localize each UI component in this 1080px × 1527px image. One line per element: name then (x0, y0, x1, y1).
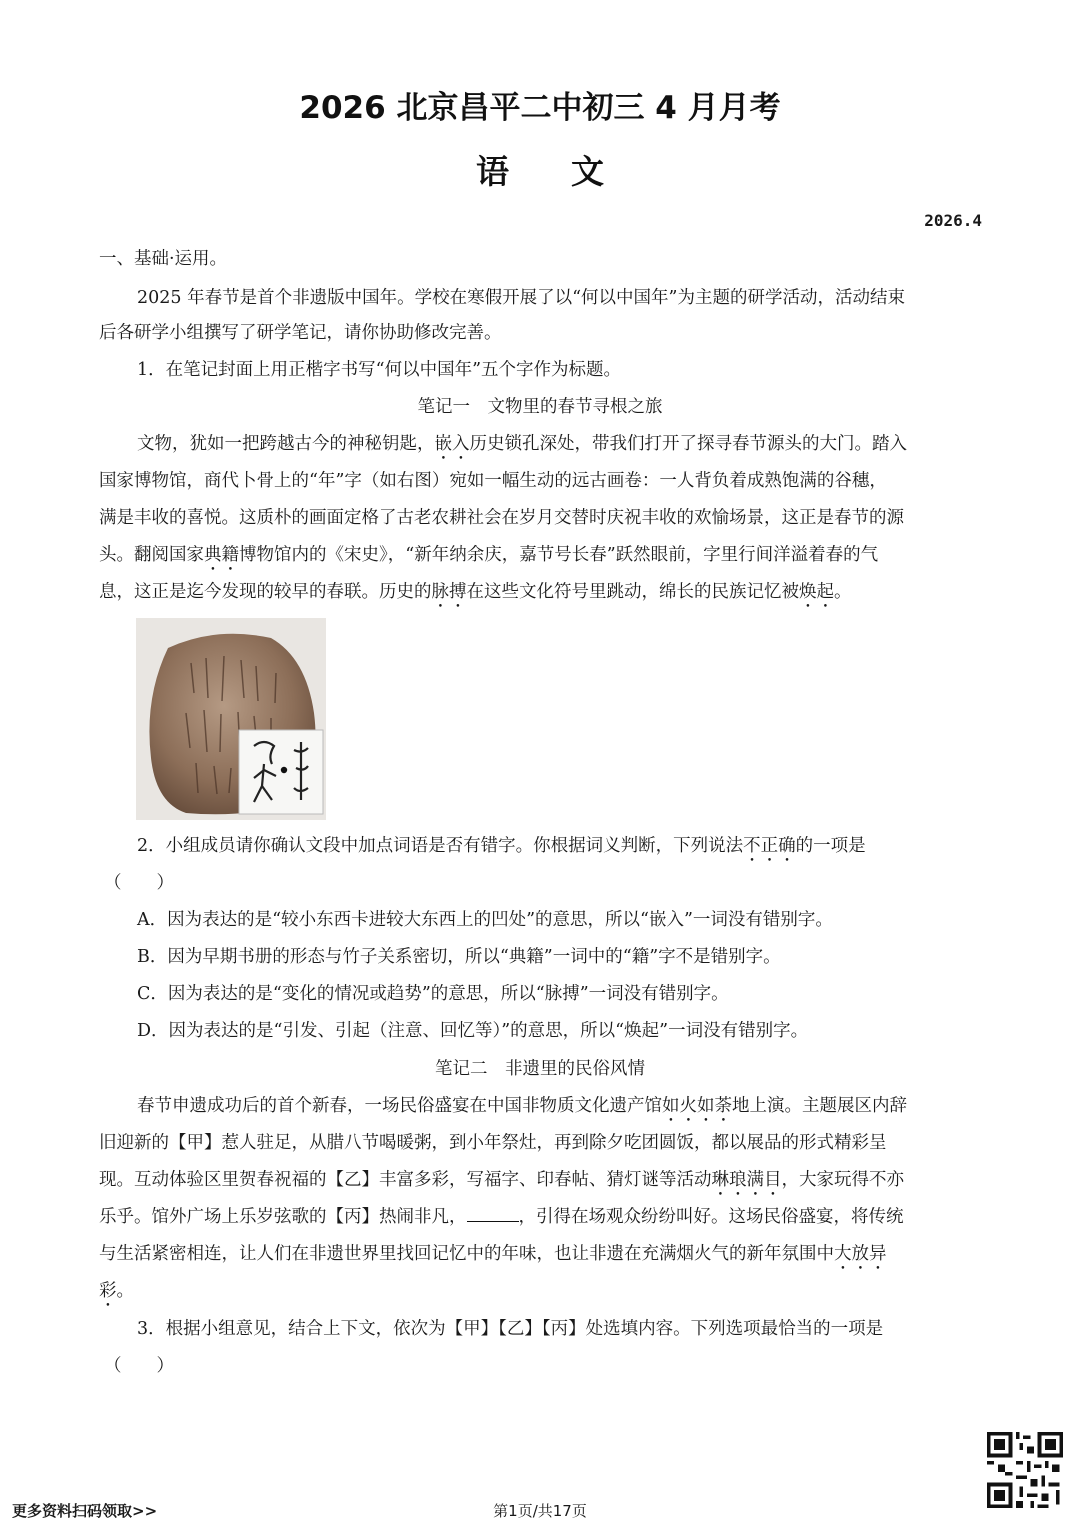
note-2-line: 乐乎。馆外广场上乐岁弦歌的【丙】热闹非凡， ，引得在场观众纷纷叫好。这场民俗盛宴，将传统 (99, 1207, 904, 1227)
note-2-line: 现。互动体验区里贺春祝福的【乙】丰富多彩，写福字、印春帖、猜灯谜等活动琳琅满目，大家玩得不亦 (99, 1170, 904, 1190)
note-2-line: 春节申遗成功后的首个新春，一场民俗盛宴在中国非物质文化遗产馆如火如荼地上演。主题展区内辞 (137, 1096, 907, 1116)
question-3-stem: 3．根据小组意见，结合上下文，依次为【甲】【乙】【丙】处选填内容。下列选项最恰当的一项是 (137, 1319, 884, 1339)
question-2-stem: 2．小组成员请你确认文段中加点词语是否有错字。你根据词义判断，下列说法不正确的一项是 (137, 836, 866, 856)
note-1-heading: 笔记一 文物里的春节寻根之旅 (417, 397, 663, 417)
option-d: D．因为表达的是“引发、引起（注意、回忆等）”的意思，所以“焕起”一词没有错别字。 (137, 1021, 809, 1041)
note-2-heading: 笔记二 非遗里的民俗风情 (435, 1059, 645, 1079)
question-1: 1．在笔记封面上用正楷字书写“何以中国年”五个字作为标题。 (137, 360, 622, 380)
page-number: 第1页/共17页 (493, 1502, 587, 1520)
intro-line: 后各研学小组撰写了研学笔记，请你协助修改完善。 (99, 323, 502, 343)
answer-bracket: （ ） (104, 873, 174, 893)
option-c: C．因为表达的是“变化的情况或趋势”的意思，所以“脉搏”一词没有错别字。 (137, 984, 729, 1004)
subject-title: 语文 (476, 152, 666, 191)
intro-line: 2025 年春节是首个非遗版中国年。学校在寒假开展了以“何以中国年”为主题的研学活动，活动结束 (137, 288, 905, 308)
option-a: A．因为表达的是“较小东西卡进较大东西上的凹处”的意思，所以“嵌入”一词没有错别字。 (137, 910, 833, 930)
note-2-line: 彩。 (99, 1281, 134, 1301)
note-1-line: 头。翻阅国家典籍博物馆内的《宋史》，“新年纳余庆，嘉节号长春”跃然眼前，字里行间洋溢着春的气 (99, 545, 879, 565)
page-title: 2026 北京昌平二中初三 4 月月考 (299, 90, 781, 126)
note-1-line: 息，这正是迄今发现的较早的春联。历史的脉搏在这些文化符号里跳动，绵长的民族记忆被焕起。 (99, 582, 852, 602)
note-1-line: 文物，犹如一把跨越古今的神秘钥匙，嵌入历史锁孔深处，带我们打开了探寻春节源头的大门。踏入 (137, 434, 907, 454)
section-heading: 一、基础·运用。 (99, 249, 228, 269)
fill-blank (467, 1205, 519, 1222)
note-1-line: 国家博物馆，商代卜骨上的“年”字（如右图）宛如一幅生动的远古画卷：一人背负着成熟饱满的谷穗， (99, 471, 887, 491)
note-2-line: 与生活紧密相连，让人们在非遗世界里找回记忆中的年味，也让非遗在充满烟火气的新年氛围中大放异 (99, 1244, 887, 1264)
qr-code-icon[interactable] (987, 1432, 1063, 1508)
note-1-line: 满是丰收的喜悦。这质朴的画面定格了古老农耕社会在岁月交替时庆祝丰收的欢愉场景，这正是春节的源 (99, 508, 904, 528)
note-2-line: 旧迎新的【甲】惹人驻足，从腊八节喝暖粥，到小年祭灶，再到除夕吃团圆饭，都以展品的形式精彩呈 (99, 1133, 887, 1153)
oracle-bone-icon (136, 618, 326, 820)
exam-date: 2026.4 (924, 211, 982, 230)
footer-promo-link[interactable]: 更多资料扫码领取>> (12, 1502, 158, 1520)
option-b: B．因为早期书册的形态与竹子关系密切，所以“典籍”一词中的“籍”字不是错别字。 (137, 947, 781, 967)
answer-bracket: （ ） (104, 1356, 174, 1376)
